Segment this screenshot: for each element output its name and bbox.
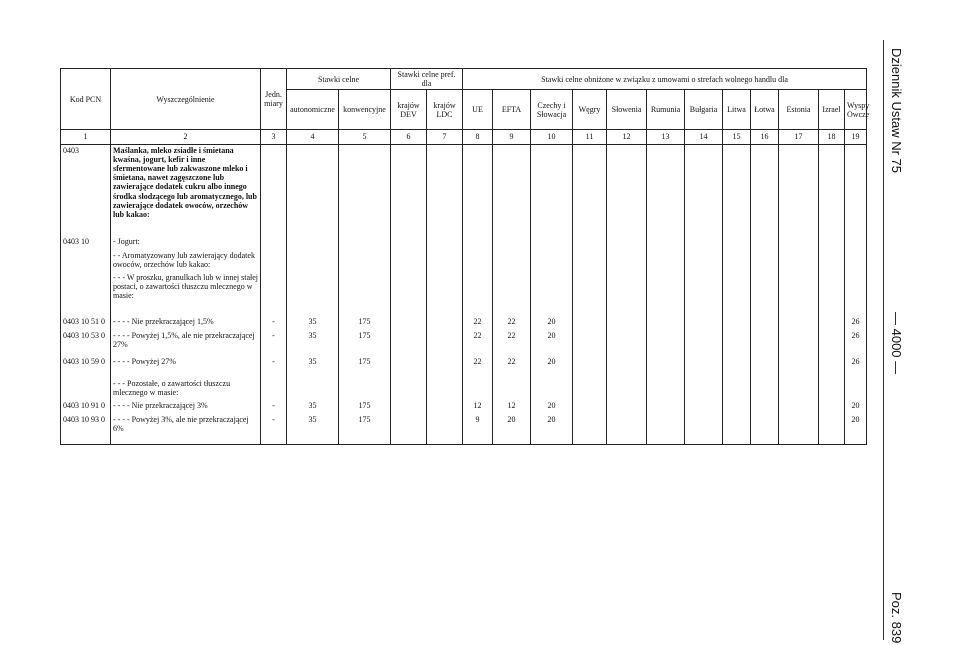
- header-lotwa: Łotwa: [751, 90, 779, 130]
- rate-wegry: [573, 250, 607, 272]
- rate-litwa: [723, 378, 751, 400]
- description: - - - - Powyżej 27%: [111, 356, 261, 378]
- rate-czechy: 20: [531, 316, 573, 330]
- rate-wyspy: [845, 236, 867, 250]
- position-number: Poz. 839: [889, 592, 904, 644]
- rate-slowenia: [607, 330, 647, 356]
- rate-ldc: [427, 250, 463, 272]
- rate-estonia: [779, 316, 819, 330]
- rate-czechy: [531, 236, 573, 250]
- rate-wegry: [573, 400, 607, 414]
- header-estonia: Estonia: [779, 90, 819, 130]
- column-number: 14: [685, 130, 723, 144]
- rate-izrael: [819, 236, 845, 250]
- header-unit: Jedn. miary: [261, 69, 287, 130]
- unit: [261, 378, 287, 400]
- rate-bulgaria: [685, 316, 723, 330]
- header-wyspy: Wyspy Owcze: [845, 90, 867, 130]
- rate-wyspy: 20: [845, 400, 867, 414]
- column-number: 13: [647, 130, 685, 144]
- rate-wegry: [573, 144, 607, 236]
- unit: -: [261, 330, 287, 356]
- rate-litwa: [723, 414, 751, 444]
- rate-czechy: 20: [531, 330, 573, 356]
- header-desc: Wyszczególnienie: [111, 69, 261, 130]
- column-number: 17: [779, 130, 819, 144]
- table-row: [61, 236, 867, 250]
- rate-izrael: [819, 414, 845, 444]
- rate-wegry: [573, 316, 607, 330]
- rate-izrael: [819, 250, 845, 272]
- rate-wegry: [573, 414, 607, 444]
- rate-ue: [463, 144, 493, 236]
- pcn-code: [61, 272, 111, 316]
- column-number: 12: [607, 130, 647, 144]
- header-autonomiczne: autonomiczne: [287, 90, 339, 130]
- rate-bulgaria: [685, 144, 723, 236]
- header-czechy: Czechy i Słowacja: [531, 90, 573, 130]
- description: - - - - Powyżej 3%, ale nie przekraczającej 6%: [111, 414, 261, 444]
- rate-estonia: [779, 236, 819, 250]
- rate-rumunia: [647, 378, 685, 400]
- column-number: 16: [751, 130, 779, 144]
- rate-autonomiczne: [287, 144, 339, 236]
- rate-ue: [463, 236, 493, 250]
- rate-dev: [391, 236, 427, 250]
- rate-dev: [391, 250, 427, 272]
- rate-autonomiczne: 35: [287, 316, 339, 330]
- header-krajow-dev: krajów DEV: [391, 90, 427, 130]
- table-row: [61, 400, 867, 414]
- pcn-code: [61, 250, 111, 272]
- rate-slowenia: [607, 236, 647, 250]
- rate-litwa: [723, 272, 751, 316]
- rate-ldc: [427, 378, 463, 400]
- rate-efta: 12: [493, 400, 531, 414]
- rate-bulgaria: [685, 414, 723, 444]
- pcn-code: 0403 10 91 0: [61, 400, 111, 414]
- rate-izrael: [819, 400, 845, 414]
- rate-efta: 22: [493, 316, 531, 330]
- header-ue: UE: [463, 90, 493, 130]
- rate-litwa: [723, 316, 751, 330]
- pcn-code: [61, 378, 111, 400]
- column-number: 19: [845, 130, 867, 144]
- rate-estonia: [779, 414, 819, 444]
- rate-autonomiczne: [287, 378, 339, 400]
- table-row: [61, 414, 867, 444]
- rate-wyspy: 26: [845, 356, 867, 378]
- description: - - - W proszku, granulkach lub w innej stałej postaci, o zawartości tłuszczu mlecznego w masie:: [111, 272, 261, 316]
- rate-wyspy: 20: [845, 414, 867, 444]
- rate-litwa: [723, 330, 751, 356]
- pcn-code: 0403 10 53 0: [61, 330, 111, 356]
- rate-wyspy: 26: [845, 316, 867, 330]
- rate-ldc: [427, 316, 463, 330]
- rate-konwencyjne: 175: [339, 414, 391, 444]
- rate-estonia: [779, 250, 819, 272]
- rate-ldc: [427, 414, 463, 444]
- rate-ldc: [427, 272, 463, 316]
- rate-dev: [391, 330, 427, 356]
- rate-slowenia: [607, 250, 647, 272]
- rate-bulgaria: [685, 236, 723, 250]
- rate-lotwa: [751, 316, 779, 330]
- rate-litwa: [723, 236, 751, 250]
- rate-czechy: [531, 144, 573, 236]
- rate-czechy: 20: [531, 414, 573, 444]
- rate-litwa: [723, 144, 751, 236]
- unit: -: [261, 356, 287, 378]
- header-stawki-pref: Stawki celne pref. dla: [391, 69, 463, 90]
- unit: -: [261, 414, 287, 444]
- rate-estonia: [779, 356, 819, 378]
- description: Maślanka, mleko zsiadłe i śmietana kwaśna, jogurt, kefir i inne sfermentowane lub zakwaszone mleko i śmietana, nawet zagęszczone lub zawierające dodatek cukru albo innego środka słodzącego lub aromatycznego, lub zawierające dodatek owoców, orzechów lub kakao:: [111, 144, 261, 236]
- column-number: 1: [61, 130, 111, 144]
- rate-rumunia: [647, 356, 685, 378]
- rate-ue: 12: [463, 400, 493, 414]
- unit: [261, 236, 287, 250]
- table-row: [61, 250, 867, 272]
- description: - - - - Powyżej 1,5%, ale nie przekraczającej 27%: [111, 330, 261, 356]
- table-row: [61, 144, 867, 236]
- rate-estonia: [779, 400, 819, 414]
- column-number: 8: [463, 130, 493, 144]
- rate-autonomiczne: 35: [287, 400, 339, 414]
- rate-izrael: [819, 272, 845, 316]
- rate-bulgaria: [685, 330, 723, 356]
- column-number: 18: [819, 130, 845, 144]
- rate-konwencyjne: 175: [339, 330, 391, 356]
- rate-ue: [463, 272, 493, 316]
- rate-wegry: [573, 330, 607, 356]
- rate-ldc: [427, 356, 463, 378]
- rate-wyspy: [845, 378, 867, 400]
- rate-czechy: [531, 378, 573, 400]
- header-krajow-ldc: krajów LDC: [427, 90, 463, 130]
- rate-rumunia: [647, 414, 685, 444]
- rate-efta: 22: [493, 330, 531, 356]
- header-rumunia: Rumunia: [647, 90, 685, 130]
- header-konwencyjne: konwencyjne: [339, 90, 391, 130]
- rate-ldc: [427, 144, 463, 236]
- rate-izrael: [819, 356, 845, 378]
- rate-bulgaria: [685, 356, 723, 378]
- unit: [261, 144, 287, 236]
- column-number: 15: [723, 130, 751, 144]
- rate-autonomiczne: 35: [287, 330, 339, 356]
- column-number: 3: [261, 130, 287, 144]
- table-row: [61, 272, 867, 316]
- rate-rumunia: [647, 316, 685, 330]
- pcn-code: 0403 10 93 0: [61, 414, 111, 444]
- rate-konwencyjne: 175: [339, 356, 391, 378]
- rate-ue: 22: [463, 330, 493, 356]
- rate-czechy: [531, 272, 573, 316]
- header-obnizone: Stawki celne obniżone w związku z umowami o strefach wolnego handlu dla: [463, 69, 867, 90]
- column-number: 9: [493, 130, 531, 144]
- rate-autonomiczne: 35: [287, 356, 339, 378]
- rate-lotwa: [751, 330, 779, 356]
- rate-litwa: [723, 400, 751, 414]
- rate-estonia: [779, 272, 819, 316]
- table-row: [61, 330, 867, 356]
- unit: -: [261, 316, 287, 330]
- rate-wegry: [573, 272, 607, 316]
- rate-estonia: [779, 330, 819, 356]
- rate-wyspy: 26: [845, 330, 867, 356]
- rate-czechy: 20: [531, 356, 573, 378]
- rate-czechy: [531, 250, 573, 272]
- rate-izrael: [819, 144, 845, 236]
- rate-konwencyjne: [339, 378, 391, 400]
- header-slowenia: Słowenia: [607, 90, 647, 130]
- header-litwa: Litwa: [723, 90, 751, 130]
- rate-slowenia: [607, 316, 647, 330]
- rate-konwencyjne: [339, 250, 391, 272]
- rate-slowenia: [607, 414, 647, 444]
- header-bulgaria: Bułgaria: [685, 90, 723, 130]
- rate-efta: [493, 144, 531, 236]
- rate-lotwa: [751, 400, 779, 414]
- column-number: 10: [531, 130, 573, 144]
- page-number: — 4000 —: [889, 312, 904, 375]
- rate-izrael: [819, 330, 845, 356]
- rate-estonia: [779, 144, 819, 236]
- rate-bulgaria: [685, 250, 723, 272]
- rate-wegry: [573, 378, 607, 400]
- rate-dev: [391, 272, 427, 316]
- rate-efta: 22: [493, 356, 531, 378]
- rate-konwencyjne: 175: [339, 400, 391, 414]
- column-number-row: [61, 130, 867, 144]
- rate-konwencyjne: [339, 272, 391, 316]
- rate-konwencyjne: [339, 236, 391, 250]
- rate-wyspy: [845, 144, 867, 236]
- rate-dev: [391, 400, 427, 414]
- description: - - - - Nie przekraczającej 1,5%: [111, 316, 261, 330]
- rate-autonomiczne: 35: [287, 414, 339, 444]
- pcn-code: 0403 10: [61, 236, 111, 250]
- rate-lotwa: [751, 236, 779, 250]
- column-number: 5: [339, 130, 391, 144]
- rate-rumunia: [647, 144, 685, 236]
- rate-dev: [391, 144, 427, 236]
- rate-ldc: [427, 236, 463, 250]
- rate-autonomiczne: [287, 250, 339, 272]
- rate-ue: 22: [463, 356, 493, 378]
- rate-slowenia: [607, 356, 647, 378]
- journal-title: Dziennik Ustaw Nr 75: [889, 48, 904, 173]
- rate-bulgaria: [685, 400, 723, 414]
- rate-czechy: 20: [531, 400, 573, 414]
- rate-konwencyjne: 175: [339, 316, 391, 330]
- rate-slowenia: [607, 272, 647, 316]
- unit: -: [261, 400, 287, 414]
- rate-litwa: [723, 356, 751, 378]
- rate-lotwa: [751, 144, 779, 236]
- rate-efta: [493, 236, 531, 250]
- rate-ue: [463, 378, 493, 400]
- column-number: 7: [427, 130, 463, 144]
- rate-rumunia: [647, 272, 685, 316]
- pcn-code: 0403 10 51 0: [61, 316, 111, 330]
- rate-rumunia: [647, 236, 685, 250]
- rate-slowenia: [607, 400, 647, 414]
- unit: [261, 272, 287, 316]
- rate-ue: [463, 250, 493, 272]
- column-number: 4: [287, 130, 339, 144]
- rate-lotwa: [751, 272, 779, 316]
- description: - Jogurt:: [111, 236, 261, 250]
- rate-rumunia: [647, 330, 685, 356]
- rate-slowenia: [607, 144, 647, 236]
- rate-bulgaria: [685, 272, 723, 316]
- rate-efta: [493, 250, 531, 272]
- rate-ldc: [427, 330, 463, 356]
- rate-efta: [493, 272, 531, 316]
- rate-ue: 22: [463, 316, 493, 330]
- rate-ue: 9: [463, 414, 493, 444]
- description: - - - Pozostałe, o zawartości tłuszczu mlecznego w masie:: [111, 378, 261, 400]
- rate-autonomiczne: [287, 236, 339, 250]
- rate-wegry: [573, 356, 607, 378]
- rate-lotwa: [751, 356, 779, 378]
- header-efta: EFTA: [493, 90, 531, 130]
- rate-dev: [391, 414, 427, 444]
- unit: [261, 250, 287, 272]
- header-izrael: Izrael: [819, 90, 845, 130]
- description: - - - - Nie przekraczającej 3%: [111, 400, 261, 414]
- rate-dev: [391, 356, 427, 378]
- table-row: [61, 378, 867, 400]
- column-number: 2: [111, 130, 261, 144]
- table-row: [61, 316, 867, 330]
- header-wegry: Węgry: [573, 90, 607, 130]
- rate-wegry: [573, 236, 607, 250]
- rate-autonomiczne: [287, 272, 339, 316]
- rate-slowenia: [607, 378, 647, 400]
- rate-rumunia: [647, 250, 685, 272]
- column-number: 6: [391, 130, 427, 144]
- rate-lotwa: [751, 250, 779, 272]
- rate-dev: [391, 378, 427, 400]
- rate-estonia: [779, 378, 819, 400]
- rate-wyspy: [845, 272, 867, 316]
- rate-konwencyjne: [339, 144, 391, 236]
- rate-lotwa: [751, 378, 779, 400]
- header-stawki-celne: Stawki celne: [287, 69, 391, 90]
- tariff-table: [60, 68, 870, 445]
- column-number: 11: [573, 130, 607, 144]
- rate-lotwa: [751, 414, 779, 444]
- pcn-code: 0403: [61, 144, 111, 236]
- table-row: [61, 356, 867, 378]
- rate-ldc: [427, 400, 463, 414]
- description: - - Aromatyzowany lub zawierający dodatek owoców, orzechów lub kakao:: [111, 250, 261, 272]
- pcn-code: 0403 10 59 0: [61, 356, 111, 378]
- rate-efta: 20: [493, 414, 531, 444]
- rate-izrael: [819, 378, 845, 400]
- rate-efta: [493, 378, 531, 400]
- rate-izrael: [819, 316, 845, 330]
- rate-litwa: [723, 250, 751, 272]
- rate-dev: [391, 316, 427, 330]
- margin-rule: [883, 40, 884, 640]
- rate-wyspy: [845, 250, 867, 272]
- rate-bulgaria: [685, 378, 723, 400]
- rate-rumunia: [647, 400, 685, 414]
- header-kod: Kod PCN: [61, 69, 111, 130]
